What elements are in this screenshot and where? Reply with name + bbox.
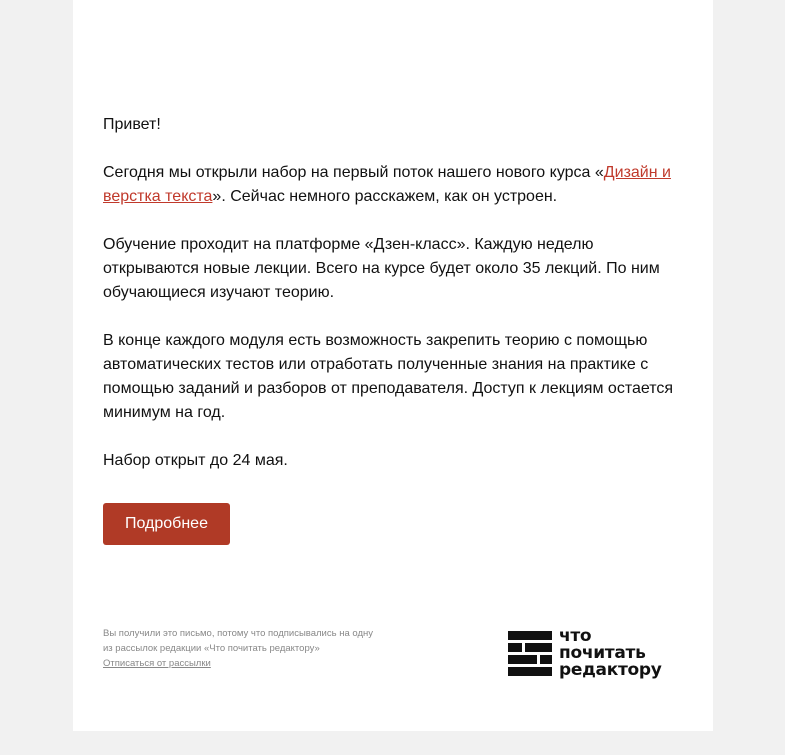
logo-line-1: что [559, 626, 592, 646]
more-info-button[interactable]: Подробнее [103, 503, 230, 545]
email-body [103, 113, 687, 497]
unsubscribe-link[interactable]: Отписаться от рассылки [103, 658, 211, 669]
logo-line-2: почитать [559, 643, 646, 663]
email-card [73, 0, 713, 731]
paragraph-deadline: Набор открыт до 24 мая. [103, 452, 288, 469]
logo-line-3: редактору [559, 660, 662, 680]
logo-bars-icon [508, 631, 552, 677]
greeting-text: Привет! [103, 116, 161, 133]
brand-logo[interactable] [508, 628, 688, 682]
subscription-notice: Вы получили это письмо, потому что подписывались на одну из рассылок редакции «Что почитать редактору» [103, 628, 373, 654]
course-link[interactable]: Дизайн и верстка текста [103, 164, 671, 205]
paragraph-platform: Обучение проходит на платформе «Дзен-класс». Каждую неделю открываются новые лекции. Всего на курсе будет около 35 лекций. По ним обучающиеся изучают теорию. [103, 236, 660, 301]
intro-text-after: ». Сейчас немного расскажем, как он устроен. [212, 188, 558, 205]
paragraph-modules: В конце каждого модуля есть возможность закрепить теорию с помощью автоматических тестов или отработать полученные знания на практике с помощью заданий и разборов от преподавателя. Доступ к лекциям остается минимум на год. [103, 332, 674, 421]
intro-text-before: Сегодня мы открыли набор на первый поток нашего нового курса « [103, 164, 604, 181]
logo-wordmark [559, 628, 662, 679]
paragraph-intro [103, 161, 687, 209]
footer-notice [103, 626, 383, 671]
